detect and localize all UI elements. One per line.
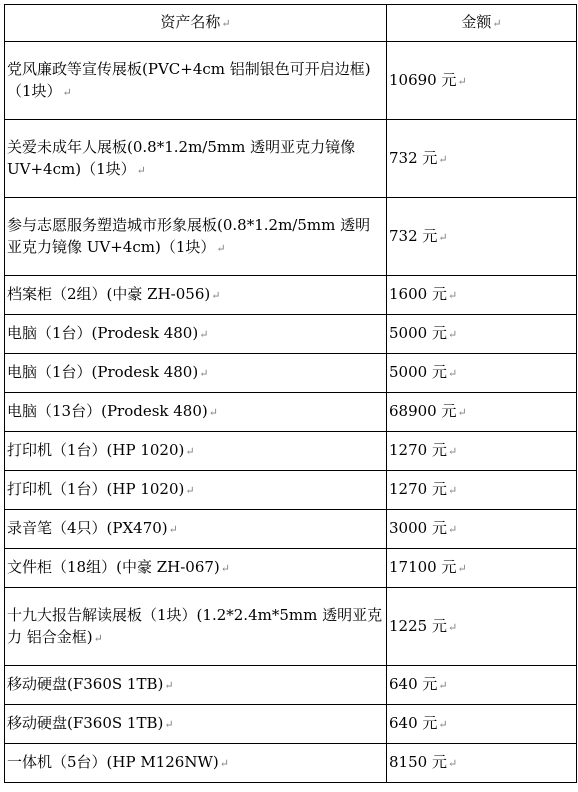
amount-text: 17100 元 — [389, 558, 457, 576]
paragraph-mark-icon — [448, 757, 457, 770]
amount-cell — [387, 471, 577, 510]
asset-name-cell — [5, 588, 387, 666]
paragraph-mark-icon — [137, 164, 146, 177]
asset-name-text: 电脑（1台）(Prodesk 480) — [7, 324, 199, 342]
amount-cell — [387, 549, 577, 588]
paragraph-mark-icon — [438, 718, 447, 731]
asset-name-text: 党风廉政等宣传展板(PVC+4cm 铝制银色可开启边框)（1块） — [7, 59, 371, 100]
table-row — [5, 354, 577, 393]
paragraph-mark-icon — [221, 562, 230, 575]
header-asset-name — [5, 5, 387, 42]
table-row — [5, 744, 577, 783]
paragraph-mark-icon — [458, 75, 467, 88]
table-row — [5, 588, 577, 666]
asset-name-text: 参与志愿服务塑造城市形象展板(0.8*1.2m/5mm 透明亚克力镜像 UV+4cm)（1块） — [7, 215, 371, 256]
header-asset-name-text: 资产名称 — [160, 13, 221, 31]
asset-name-text: 一体机（5台）(HP M126NW) — [7, 753, 219, 771]
paragraph-mark-icon — [438, 153, 447, 166]
amount-text: 1270 元 — [389, 441, 447, 459]
asset-name-cell — [5, 315, 387, 354]
amount-cell — [387, 198, 577, 276]
amount-text: 640 元 — [389, 714, 438, 732]
amount-cell — [387, 744, 577, 783]
amount-text: 732 元 — [389, 226, 438, 245]
paragraph-mark-icon — [94, 632, 103, 645]
asset-name-text: 打印机（1台）(HP 1020) — [7, 441, 185, 459]
asset-name-cell — [5, 198, 387, 276]
amount-cell — [387, 354, 577, 393]
amount-text: 1225 元 — [389, 616, 447, 635]
asset-name-text: 十九大报告解读展板（1块）(1.2*2.4m*5mm 透明亚克力 铝合金框) — [7, 605, 383, 646]
table-row — [5, 471, 577, 510]
table-row — [5, 393, 577, 432]
asset-name-cell — [5, 120, 387, 198]
table-row — [5, 666, 577, 705]
amount-text: 1600 元 — [389, 285, 447, 303]
amount-cell — [387, 120, 577, 198]
amount-text: 5000 元 — [389, 363, 447, 381]
asset-table — [4, 4, 577, 783]
amount-cell — [387, 588, 577, 666]
amount-text: 10690 元 — [389, 70, 457, 89]
asset-name-cell — [5, 549, 387, 588]
amount-text: 1270 元 — [389, 480, 447, 498]
asset-name-cell — [5, 354, 387, 393]
table-header-row — [5, 5, 577, 42]
asset-name-cell — [5, 471, 387, 510]
paragraph-mark-icon — [220, 757, 229, 770]
paragraph-mark-icon — [448, 621, 457, 634]
asset-name-text: 电脑（1台）(Prodesk 480) — [7, 363, 199, 381]
paragraph-mark-icon — [448, 328, 457, 341]
asset-name-text: 录音笔（4只）(PX470) — [7, 519, 168, 537]
table-row — [5, 276, 577, 315]
table-row — [5, 198, 577, 276]
paragraph-mark-icon — [185, 445, 194, 458]
table-row — [5, 510, 577, 549]
table-row — [5, 120, 577, 198]
asset-name-text: 关爱未成年人展板(0.8*1.2m/5mm 透明亚克力镜像 UV+4cm)（1块） — [7, 137, 356, 178]
amount-text: 8150 元 — [389, 753, 447, 771]
asset-name-text: 文件柜（18组）(中豪 ZH-067) — [7, 558, 220, 576]
paragraph-mark-icon — [458, 562, 467, 575]
paragraph-mark-icon — [169, 523, 178, 536]
amount-cell — [387, 276, 577, 315]
amount-text: 640 元 — [389, 675, 438, 693]
paragraph-mark-icon — [63, 86, 72, 99]
table-row — [5, 549, 577, 588]
asset-name-text: 移动硬盘(F360S 1TB) — [7, 675, 164, 693]
table-row — [5, 432, 577, 471]
amount-cell — [387, 666, 577, 705]
paragraph-mark-icon — [221, 17, 230, 30]
asset-name-text: 打印机（1台）(HP 1020) — [7, 480, 185, 498]
paragraph-mark-icon — [438, 679, 447, 692]
paragraph-mark-icon — [448, 289, 457, 302]
paragraph-mark-icon — [438, 231, 447, 244]
asset-name-cell — [5, 276, 387, 315]
amount-cell — [387, 393, 577, 432]
amount-text: 68900 元 — [389, 402, 457, 420]
amount-text: 3000 元 — [389, 519, 447, 537]
paragraph-mark-icon — [458, 406, 467, 419]
amount-cell — [387, 432, 577, 471]
header-amount — [387, 5, 577, 42]
paragraph-mark-icon — [209, 406, 218, 419]
asset-name-text: 档案柜（2组）(中豪 ZH-056) — [7, 285, 211, 303]
paragraph-mark-icon — [448, 484, 457, 497]
header-amount-text: 金额 — [461, 13, 492, 31]
asset-name-text: 移动硬盘(F360S 1TB) — [7, 714, 164, 732]
amount-text: 5000 元 — [389, 324, 447, 342]
paragraph-mark-icon — [492, 17, 501, 30]
paragraph-mark-icon — [448, 445, 457, 458]
paragraph-mark-icon — [211, 289, 220, 302]
paragraph-mark-icon — [185, 484, 194, 497]
asset-name-cell — [5, 42, 387, 120]
asset-name-cell — [5, 510, 387, 549]
asset-name-cell — [5, 432, 387, 471]
paragraph-mark-icon — [164, 679, 173, 692]
asset-name-cell — [5, 393, 387, 432]
amount-text: 732 元 — [389, 148, 438, 167]
asset-name-cell — [5, 666, 387, 705]
asset-name-cell — [5, 744, 387, 783]
amount-cell — [387, 315, 577, 354]
table-row — [5, 315, 577, 354]
table-row — [5, 705, 577, 744]
paragraph-mark-icon — [199, 328, 208, 341]
paragraph-mark-icon — [448, 367, 457, 380]
asset-name-text: 电脑（13台）(Prodesk 480) — [7, 402, 208, 420]
paragraph-mark-icon — [164, 718, 173, 731]
asset-name-cell — [5, 705, 387, 744]
amount-cell — [387, 705, 577, 744]
paragraph-mark-icon — [199, 367, 208, 380]
paragraph-mark-icon — [216, 242, 225, 255]
table-row — [5, 42, 577, 120]
paragraph-mark-icon — [448, 523, 457, 536]
amount-cell — [387, 510, 577, 549]
amount-cell — [387, 42, 577, 120]
